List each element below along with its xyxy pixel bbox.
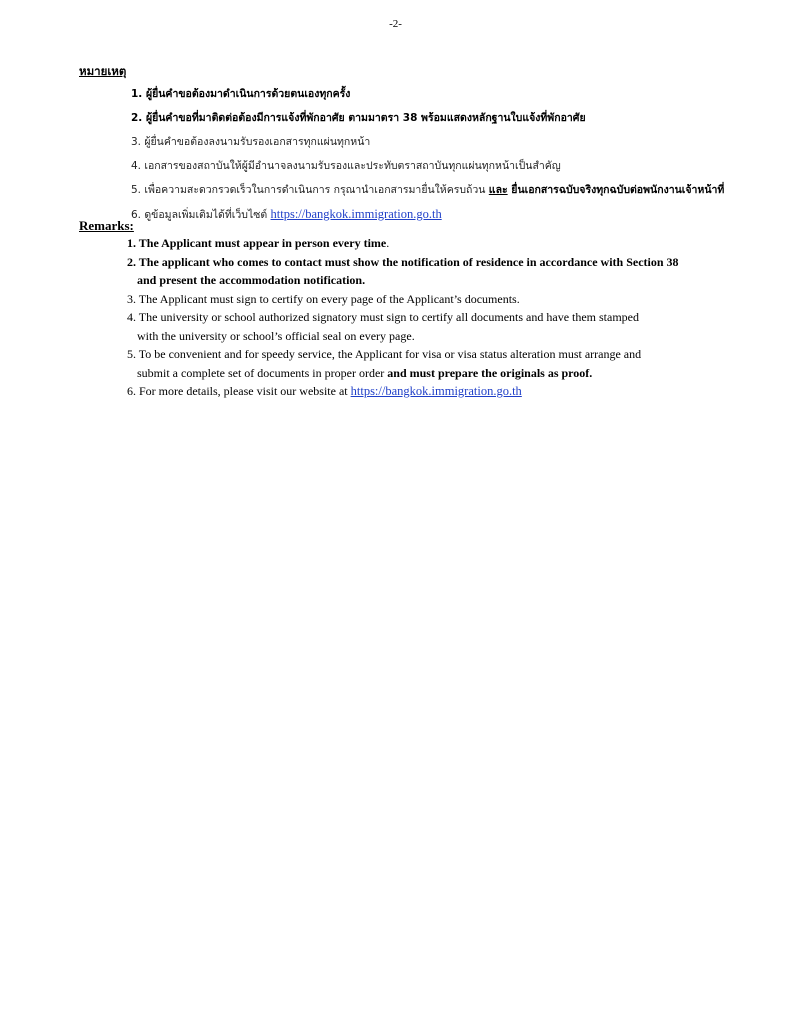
thai-remark-4: 4. เอกสารของสถาบันให้ผู้มีอำนาจลงนามรับรองและประทับตราสถาบันทุกแผ่นทุกหน้าเป็นสำคัญ: [131, 160, 561, 172]
english-remark-5-line2: [127, 364, 759, 383]
thai-website-link[interactable]: https://bangkok.immigration.go.th: [270, 207, 442, 221]
page-number: -2-: [389, 18, 402, 30]
english-remark-2-line1: 2. The applicant who comes to contact must show the notification of residence in accordance with Section 38: [127, 254, 679, 269]
english-remark-4-line1: 4. The university or school authorized signatory must sign to certify all documents and have them stamped: [127, 310, 639, 324]
english-website-link[interactable]: https://bangkok.immigration.go.th: [350, 384, 522, 398]
english-remark-1: [79, 234, 759, 253]
english-remark-5-bold-text: and must prepare the originals as proof.: [387, 365, 593, 380]
english-remark-4: [79, 308, 759, 345]
thai-remark-5-emphasis: และ: [488, 184, 508, 196]
english-remark-2-line2: and present the accommodation notification.: [137, 273, 366, 287]
english-remarks-section: [79, 217, 759, 401]
thai-remark-3: 3. ผู้ยื่นคำขอต้องลงนามรับรองเอกสารทุกแผ่นทุกหน้า: [131, 136, 371, 148]
english-remarks-title: Remarks:: [79, 218, 134, 233]
english-remark-1-period: .: [386, 236, 390, 250]
english-remark-5: [79, 345, 759, 382]
thai-remarks-title: หมายเหตุ: [79, 64, 127, 78]
english-remark-2: [79, 253, 759, 290]
thai-remark-5: [79, 178, 759, 202]
english-remark-5-line1: 5. To be convenient and for speedy service, the Applicant for visa or visa status alteration must arrange and: [127, 347, 642, 361]
thai-remark-2: 2. ผู้ยื่นคำขอที่มาติดต่อต้องมีการแจ้งที่พักอาศัย ตามมาตรา 38 พร้อมแสดงหลักฐานใบแจ้งที่พักอาศัย: [131, 112, 586, 124]
thai-remark-5-text: 5. เพื่อความสะดวกรวดเร็วในการดำเนินการ กรุณานำเอกสารมายื่นให้ครบถ้วน: [131, 184, 489, 196]
thai-remarks-section: [79, 60, 759, 226]
english-remark-3: 3. The Applicant must sign to certify on every page of the Applicant’s documents.: [127, 291, 520, 306]
english-remark-4-line2: with the university or school’s official seal on every page.: [137, 328, 415, 343]
thai-remark-5-bold-text: ยื่นเอกสารฉบับจริงทุกฉบับต่อพนักงานเจ้าหน้าที่: [507, 184, 725, 196]
english-remark-1-text: 1. The Applicant must appear in person every time: [127, 236, 387, 250]
english-remark-5-line2-text: submit a complete set of documents in proper order: [137, 365, 388, 380]
english-remark-6: [79, 382, 759, 401]
thai-remark-1: 1. ผู้ยื่นคำขอต้องมาดำเนินการด้วยตนเองทุกครั้ง: [131, 88, 351, 100]
thai-remark-6-text: 6. ดูข้อมูลเพิ่มเติมได้ที่เว็บไซต์: [131, 209, 271, 221]
english-remark-6-text: 6. For more details, please visit our website at: [127, 384, 351, 398]
